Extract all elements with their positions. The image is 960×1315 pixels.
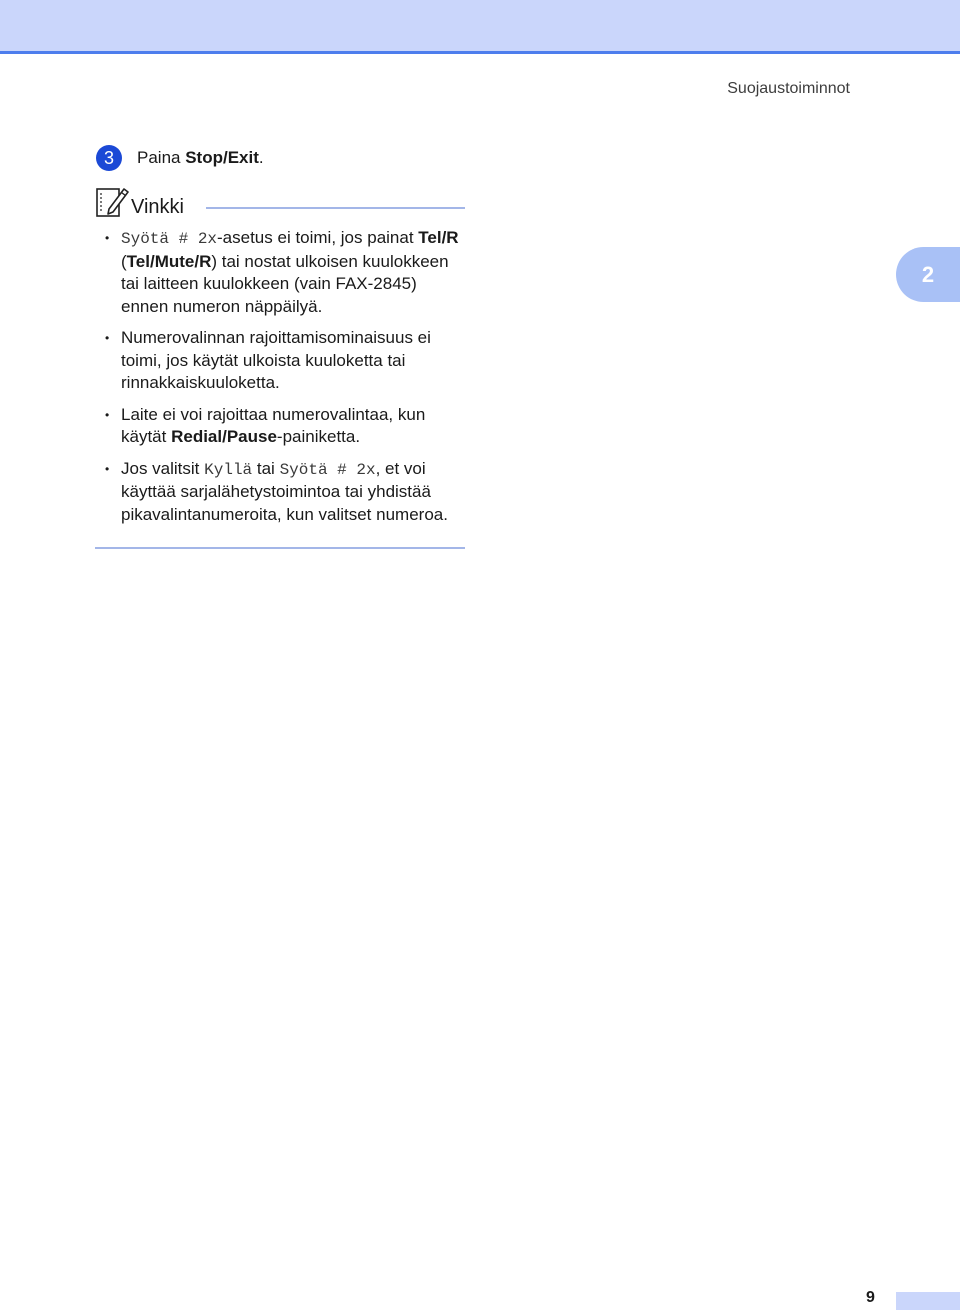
footer-bar — [896, 1292, 960, 1310]
button-name: Tel/R — [418, 228, 459, 247]
step-button-name: Stop/Exit — [185, 148, 259, 167]
step-number-marker: 3 — [96, 145, 122, 171]
item-text: Laite ei voi rajoittaa numerovalintaa, kun käytät — [121, 404, 426, 446]
list-item — [95, 458, 465, 527]
item-text: -asetus ei toimi, jos painat — [217, 228, 419, 247]
lcd-text: Syötä # 2x — [279, 460, 376, 479]
running-title: Suojaustoiminnot — [727, 80, 850, 97]
step-instruction — [96, 145, 264, 171]
pencil-note-icon — [95, 185, 129, 219]
list-item — [95, 327, 465, 395]
item-text: tai — [252, 458, 280, 478]
step-text-after: . — [258, 148, 264, 167]
lcd-text: Kyllä — [204, 460, 253, 479]
chapter-number: 2 — [921, 261, 935, 287]
note-header — [95, 183, 465, 219]
chapter-tab — [896, 247, 960, 302]
item-text: -painiketta. — [276, 427, 361, 446]
list-item — [95, 227, 465, 318]
note-list — [95, 227, 465, 526]
item-text: ) tai nostat ulkoisen kuulokkeen tai laitteen kuulokkeen (vain FAX-2845) ennen numeron näppäilyä. — [121, 251, 449, 316]
note-bottom-rule — [95, 547, 465, 549]
button-name: Redial/Pause — [171, 427, 277, 446]
list-item — [95, 404, 465, 449]
item-text: Numerovalinnan rajoittamisominaisuus ei toimi, jos käytät ulkoista kuuloketta tai rinnakkaiskuuloketta. — [121, 328, 431, 392]
note-title: Vinkki — [131, 196, 184, 218]
header-band — [0, 0, 960, 54]
button-name: Tel/Mute/R — [126, 251, 212, 271]
lcd-text: Syötä # 2x — [121, 230, 218, 248]
item-text: Jos valitsit — [121, 458, 205, 478]
item-text: ( — [121, 251, 127, 271]
step-text-before: Paina — [137, 148, 186, 167]
page-number: 9 — [866, 1289, 875, 1306]
note-box — [95, 183, 465, 535]
step-text — [137, 148, 264, 168]
item-text: , et voi käyttää sarjalähetystoimintoa tai yhdistää pikavalintanumeroita, kun valitset numeroa. — [121, 458, 448, 524]
note-top-rule — [206, 207, 465, 209]
